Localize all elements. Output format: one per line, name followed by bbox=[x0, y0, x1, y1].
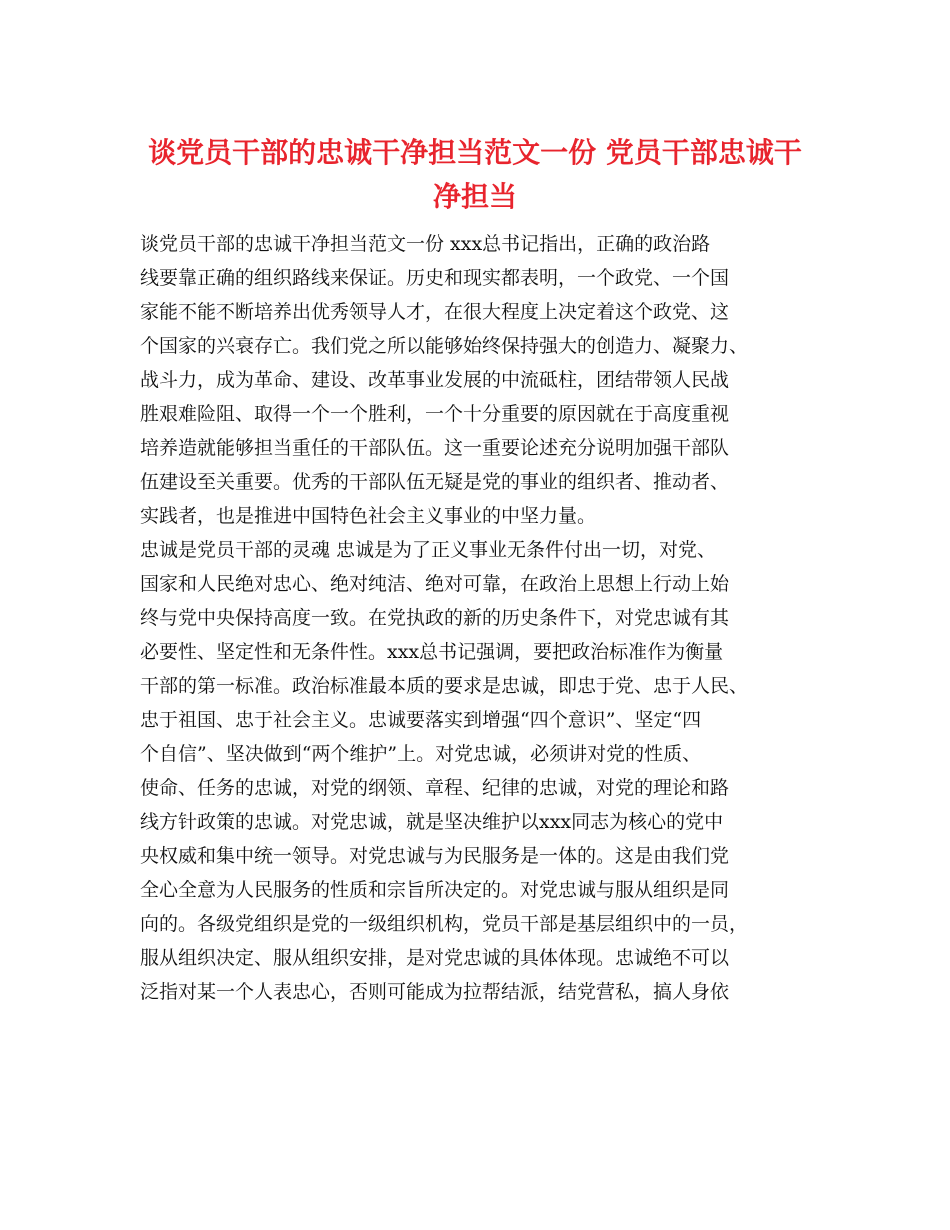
body-line-9: 实践者，也是推进中国特色社会主义事业的中坚力量。 bbox=[140, 505, 597, 527]
body-line-20: 全心全意为人民服务的性质和宗旨所决定的。对党忠诚与服从组织是同 bbox=[140, 879, 730, 901]
document-title-line-1: 谈党员干部的忠诚干净担当范文一份 党员干部忠诚干 bbox=[148, 136, 802, 169]
body-line-21: 向的。各级党组织是党的一级组织机构，党员干部是基层组织中的一员， bbox=[140, 913, 749, 935]
body-line-12: 终与党中央保持高度一致。在党执政的新的历史条件下，对党忠诚有其 bbox=[140, 607, 730, 629]
body-line-5: 战斗力，成为革命、建设、改革事业发展的中流砥柱，团结带领人民战 bbox=[140, 369, 730, 391]
body-line-13: 必要性、坚定性和无条件性。xxx总书记强调，要把政治标准作为衡量 bbox=[140, 641, 724, 663]
body-line-8: 伍建设至关重要。优秀的干部队伍无疑是党的事业的组织者、推动者、 bbox=[140, 471, 730, 493]
body-line-22: 服从组织决定、服从组织安排，是对党忠诚的具体体现。忠诚绝不可以 bbox=[140, 947, 730, 969]
body-line-16: 个自信”、坚决做到“两个维护”上。对党忠诚，必须讲对党的性质、 bbox=[140, 743, 702, 765]
body-line-2: 线要靠正确的组织路线来保证。历史和现实都表明，一个政党、一个国 bbox=[140, 267, 730, 289]
body-line-7: 培养造就能够担当重任的干部队伍。这一重要论述充分说明加强干部队 bbox=[140, 437, 730, 459]
body-line-1: 谈党员干部的忠诚干净担当范文一份 xxx总书记指出，正确的政治路 bbox=[140, 233, 711, 255]
body-line-23: 泛指对某一个人表忠心，否则可能成为拉帮结派，结党营私，搞人身依 bbox=[140, 981, 730, 1003]
body-line-18: 线方针政策的忠诚。对党忠诚，就是坚决维护以xxx同志为核心的党中 bbox=[140, 811, 724, 833]
body-line-17: 使命、任务的忠诚，对党的纲领、章程、纪律的忠诚，对党的理论和路 bbox=[140, 777, 730, 799]
body-line-3: 家能不能不断培养出优秀领导人才，在很大程度上决定着这个政党、这 bbox=[140, 301, 730, 323]
body-line-4: 个国家的兴衰存亡。我们党之所以能够始终保持强大的创造力、凝聚力、 bbox=[140, 335, 749, 357]
body-line-6: 胜艰难险阻、取得一个一个胜利，一个十分重要的原因就在于高度重视 bbox=[140, 403, 730, 425]
body-line-10: 忠诚是党员干部的灵魂 忠诚是为了正义事业无条件付出一切，对党、 bbox=[140, 539, 717, 561]
body-line-19: 央权威和集中统一领导。对党忠诚与为民服务是一体的。这是由我们党 bbox=[140, 845, 730, 867]
document-title-line-2: 净担当 bbox=[432, 180, 517, 213]
body-line-15: 忠于祖国、忠于社会主义。忠诚要落实到增强“四个意识”、坚定“四 bbox=[140, 709, 702, 731]
body-line-11: 国家和人民绝对忠心、绝对纯洁、绝对可靠，在政治上思想上行动上始 bbox=[140, 573, 730, 595]
body-line-14: 干部的第一标准。政治标准最本质的要求是忠诚，即忠于党、忠于人民、 bbox=[140, 675, 749, 697]
